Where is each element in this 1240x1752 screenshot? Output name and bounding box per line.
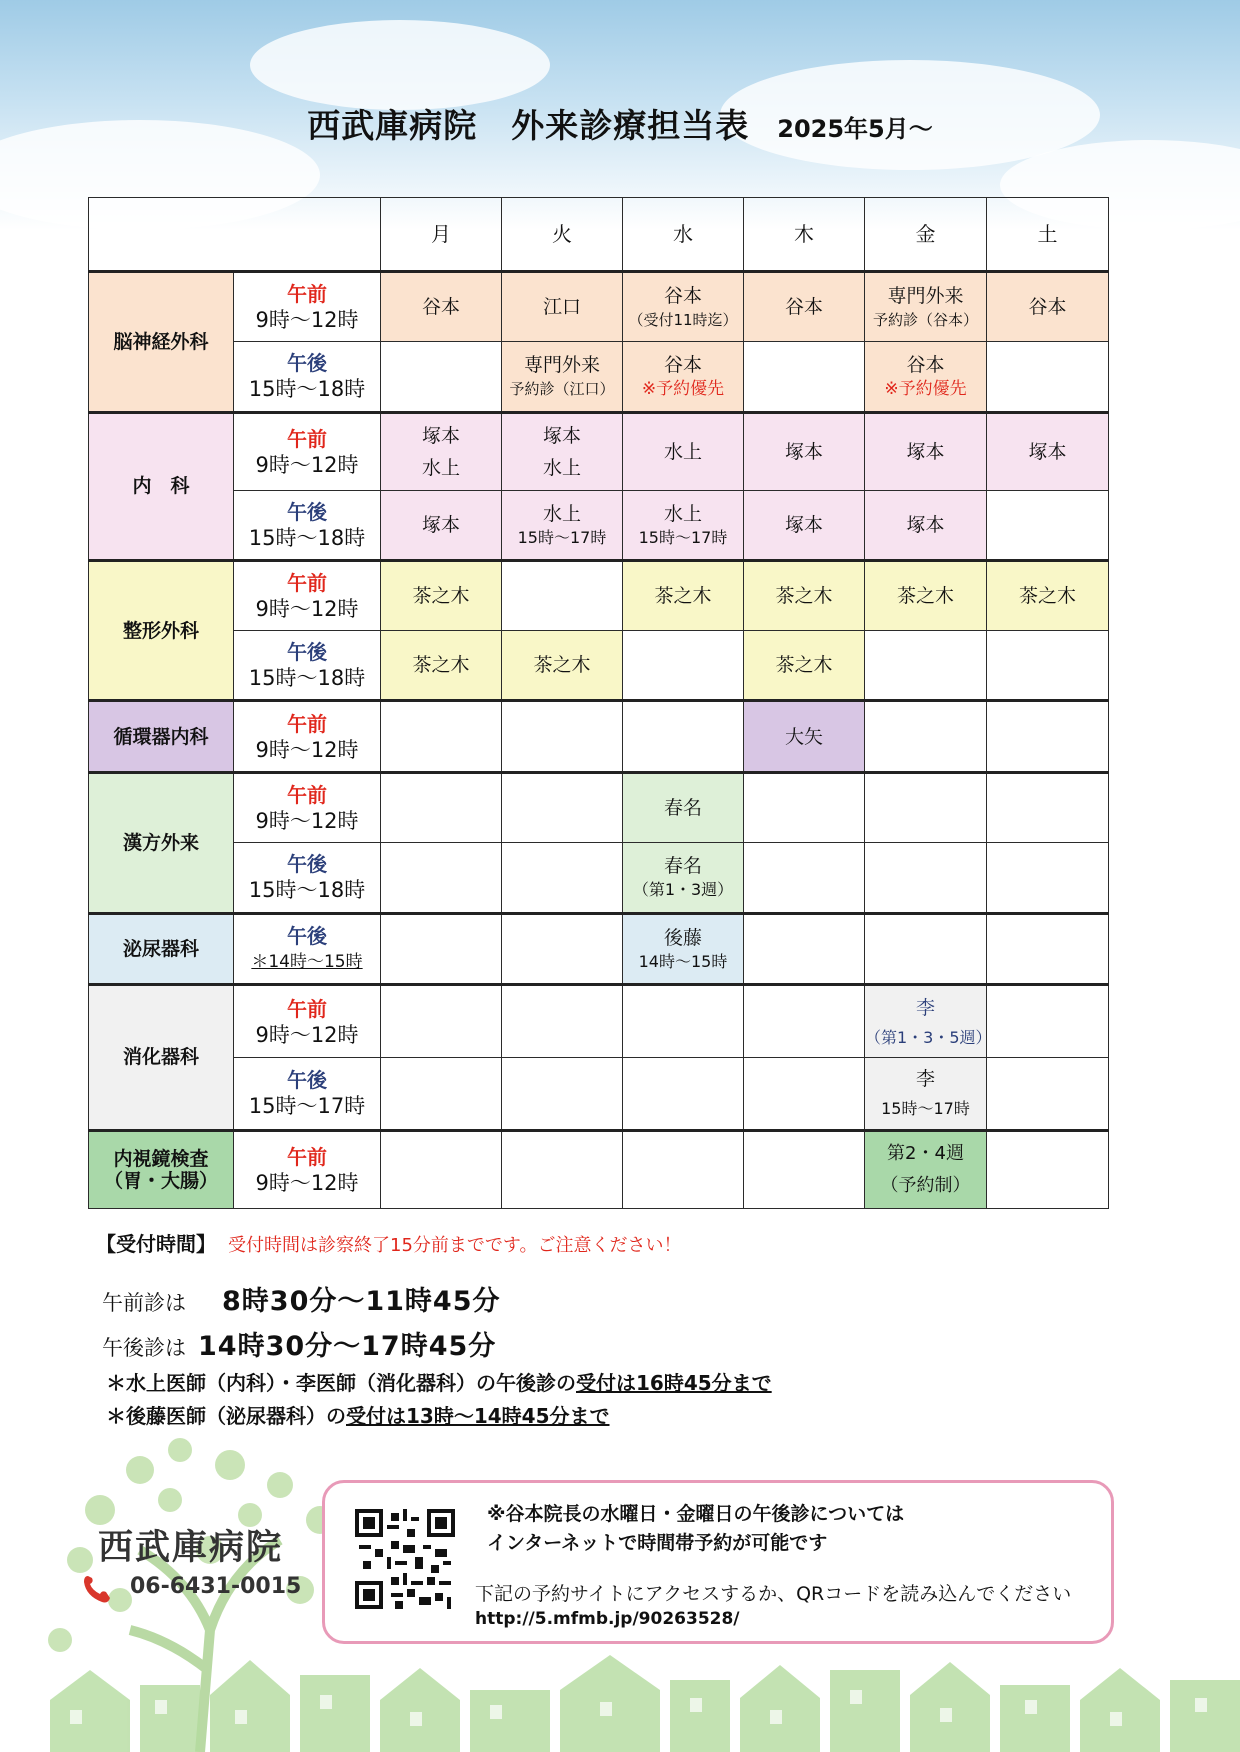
schedule-cell: 塚本	[744, 490, 865, 560]
dept-neurosurgery: 脳神経外科	[89, 272, 234, 413]
booking-line-3: 下記の予約サイトにアクセスするか、QRコードを読み込んでください	[475, 1583, 1072, 1605]
schedule-cell: 李 （第1・3・5週）	[865, 985, 987, 1058]
schedule-cell	[502, 985, 623, 1058]
schedule-cell: 塚本 水上	[381, 412, 502, 490]
schedule-cell: 谷本	[744, 272, 865, 342]
schedule-cell: 茶之木	[381, 560, 502, 630]
online-booking-box	[322, 1480, 1114, 1644]
schedule-cell	[865, 701, 987, 773]
table-row	[89, 490, 1109, 560]
day-header: 木	[744, 198, 865, 272]
schedule-cell	[381, 843, 502, 913]
table-row	[89, 701, 1109, 773]
day-header: 火	[502, 198, 623, 272]
schedule-cell: 塚本	[865, 490, 987, 560]
asterisk-note-2: ＊後藤医師（泌尿器科）の受付は13時～14時45分まで	[106, 1404, 610, 1428]
schedule-cell: 塚本	[987, 412, 1109, 490]
schedule-cell: 塚本	[744, 412, 865, 490]
schedule-cell: 水上	[623, 412, 744, 490]
booking-line-1: ※谷本院長の水曜日・金曜日の午後診については	[487, 1503, 905, 1525]
schedule-cell	[502, 1057, 623, 1130]
schedule-cell	[623, 701, 744, 773]
schedule-cell	[381, 772, 502, 842]
table-row	[89, 631, 1109, 701]
schedule-table	[88, 197, 1109, 1209]
schedule-cell	[502, 701, 623, 773]
schedule-cell: 第2・4週 （予約制）	[865, 1130, 987, 1208]
schedule-cell	[865, 843, 987, 913]
schedule-cell: 専門外来 予約診（江口）	[502, 342, 623, 412]
schedule-cell	[744, 843, 865, 913]
schedule-cell: 茶之木	[744, 631, 865, 701]
table-row	[89, 412, 1109, 490]
schedule-cell	[744, 1130, 865, 1208]
schedule-cell	[987, 631, 1109, 701]
schedule-cell	[744, 772, 865, 842]
dept-kampo: 漢方外来	[89, 772, 234, 913]
time-cell: 午後 15時～17時	[234, 1057, 381, 1130]
schedule-cell: 茶之木	[381, 631, 502, 701]
dept-gastro: 消化器科	[89, 985, 234, 1131]
table-row	[89, 1057, 1109, 1130]
schedule-cell: 水上 15時～17時	[502, 490, 623, 560]
table-row	[89, 772, 1109, 842]
day-header: 月	[381, 198, 502, 272]
table-row	[89, 342, 1109, 412]
booking-url-link[interactable]: http://5.mfmb.jp/90263528/	[475, 1609, 740, 1629]
schedule-cell: 専門外来 予約診（谷本）	[865, 272, 987, 342]
time-cell: 午前 9時～12時	[234, 772, 381, 842]
day-header: 金	[865, 198, 987, 272]
time-cell: 午後 15時～18時	[234, 843, 381, 913]
schedule-cell	[865, 913, 987, 985]
schedule-cell: 塚本 水上	[502, 412, 623, 490]
schedule-cell	[381, 985, 502, 1058]
time-cell: 午前 9時～12時	[234, 985, 381, 1058]
schedule-cell: 李 15時～17時	[865, 1057, 987, 1130]
schedule-cell: 後藤 14時～15時	[623, 913, 744, 985]
dept-orthopedics: 整形外科	[89, 560, 234, 701]
dept-cardiology: 循環器内科	[89, 701, 234, 773]
header-row	[89, 198, 1109, 272]
schedule-cell: 塚本	[381, 490, 502, 560]
time-cell: 午前 9時～12時	[234, 272, 381, 342]
schedule-cell: 江口	[502, 272, 623, 342]
schedule-cell	[987, 772, 1109, 842]
schedule-cell	[987, 913, 1109, 985]
schedule-cell	[502, 772, 623, 842]
schedule-cell: 大矢	[744, 701, 865, 773]
table-row	[89, 985, 1109, 1058]
pm-hours: 14時30分～17時45分	[198, 1331, 497, 1362]
schedule-cell: 春名	[623, 772, 744, 842]
dept-internal: 内 科	[89, 412, 234, 560]
table-row	[89, 843, 1109, 913]
qr-code-icon[interactable]	[355, 1509, 455, 1609]
schedule-cell	[623, 631, 744, 701]
schedule-cell	[502, 913, 623, 985]
schedule-cell: 茶之木	[987, 560, 1109, 630]
schedule-cell	[623, 985, 744, 1058]
schedule-cell	[987, 1130, 1109, 1208]
schedule-cell	[865, 631, 987, 701]
time-cell: 午後 ＊14時～15時	[234, 913, 381, 985]
schedule-cell: 茶之木	[865, 560, 987, 630]
schedule-cell	[744, 1057, 865, 1130]
schedule-cell: 茶之木	[623, 560, 744, 630]
schedule-cell: 谷本	[987, 272, 1109, 342]
booking-line-2: インターネットで時間帯予約が可能です	[487, 1532, 828, 1554]
title-main: 西武庫病院 外来診療担当表	[307, 106, 750, 145]
time-cell: 午前 9時～12時	[234, 560, 381, 630]
table-row	[89, 1130, 1109, 1208]
schedule-cell	[381, 1057, 502, 1130]
schedule-cell	[744, 342, 865, 412]
schedule-cell	[744, 913, 865, 985]
reception-heading: 【受付時間】	[96, 1232, 216, 1256]
houses-illustration	[50, 1640, 1240, 1752]
phone-number: 06-6431-0015	[130, 1574, 302, 1599]
schedule-cell: 谷本 ※予約優先	[865, 342, 987, 412]
asterisk-note-1: ＊水上医師（内科）・李医師（消化器科）の午後診の受付は16時45分まで	[106, 1371, 772, 1395]
schedule-cell	[987, 342, 1109, 412]
schedule-cell: 塚本	[865, 412, 987, 490]
am-hours: 8時30分～11時45分	[222, 1286, 501, 1317]
schedule-cell	[502, 843, 623, 913]
schedule-cell	[502, 560, 623, 630]
schedule-cell: 茶之木	[502, 631, 623, 701]
schedule-cell: 茶之木	[744, 560, 865, 630]
time-cell: 午前 9時～12時	[234, 412, 381, 490]
schedule-cell	[381, 701, 502, 773]
day-header: 土	[987, 198, 1109, 272]
time-cell: 午後 15時～18時	[234, 490, 381, 560]
schedule-cell	[987, 701, 1109, 773]
schedule-cell: 水上 15時～17時	[623, 490, 744, 560]
reception-info	[96, 1228, 1156, 1429]
table-row	[89, 272, 1109, 342]
schedule-cell: 谷本	[381, 272, 502, 342]
time-cell: 午前 9時～12時	[234, 1130, 381, 1208]
time-cell: 午後 15時～18時	[234, 342, 381, 412]
pm-label: 午後診は	[102, 1336, 186, 1360]
table-row	[89, 913, 1109, 985]
reception-note: 受付時間は診察終了15分前までです。ご注意ください！	[228, 1235, 682, 1256]
schedule-cell	[502, 1130, 623, 1208]
schedule-cell: 春名 （第1・3週）	[623, 843, 744, 913]
schedule-cell: 谷本 ※予約優先	[623, 342, 744, 412]
schedule-cell	[865, 772, 987, 842]
page-title	[0, 100, 1240, 147]
schedule-cell	[381, 342, 502, 412]
dept-endoscopy: 内視鏡検査 （胃・大腸）	[89, 1130, 234, 1208]
day-header: 水	[623, 198, 744, 272]
am-label: 午前診は	[102, 1291, 186, 1315]
time-cell: 午後 15時～18時	[234, 631, 381, 701]
schedule-cell	[987, 985, 1109, 1058]
time-cell: 午前 9時～12時	[234, 701, 381, 773]
schedule-cell	[623, 1057, 744, 1130]
title-date: 2025年5月～	[777, 115, 933, 143]
hospital-name: 西武庫病院	[98, 1528, 284, 1568]
dept-urology: 泌尿器科	[89, 913, 234, 985]
schedule-cell: 谷本 （受付11時迄）	[623, 272, 744, 342]
schedule-cell	[623, 1130, 744, 1208]
schedule-cell	[987, 490, 1109, 560]
schedule-cell	[987, 843, 1109, 913]
schedule-cell	[381, 913, 502, 985]
corner-cell	[89, 198, 381, 272]
schedule-cell	[381, 1130, 502, 1208]
table-row	[89, 560, 1109, 630]
schedule-cell	[987, 1057, 1109, 1130]
schedule-cell	[744, 985, 865, 1058]
